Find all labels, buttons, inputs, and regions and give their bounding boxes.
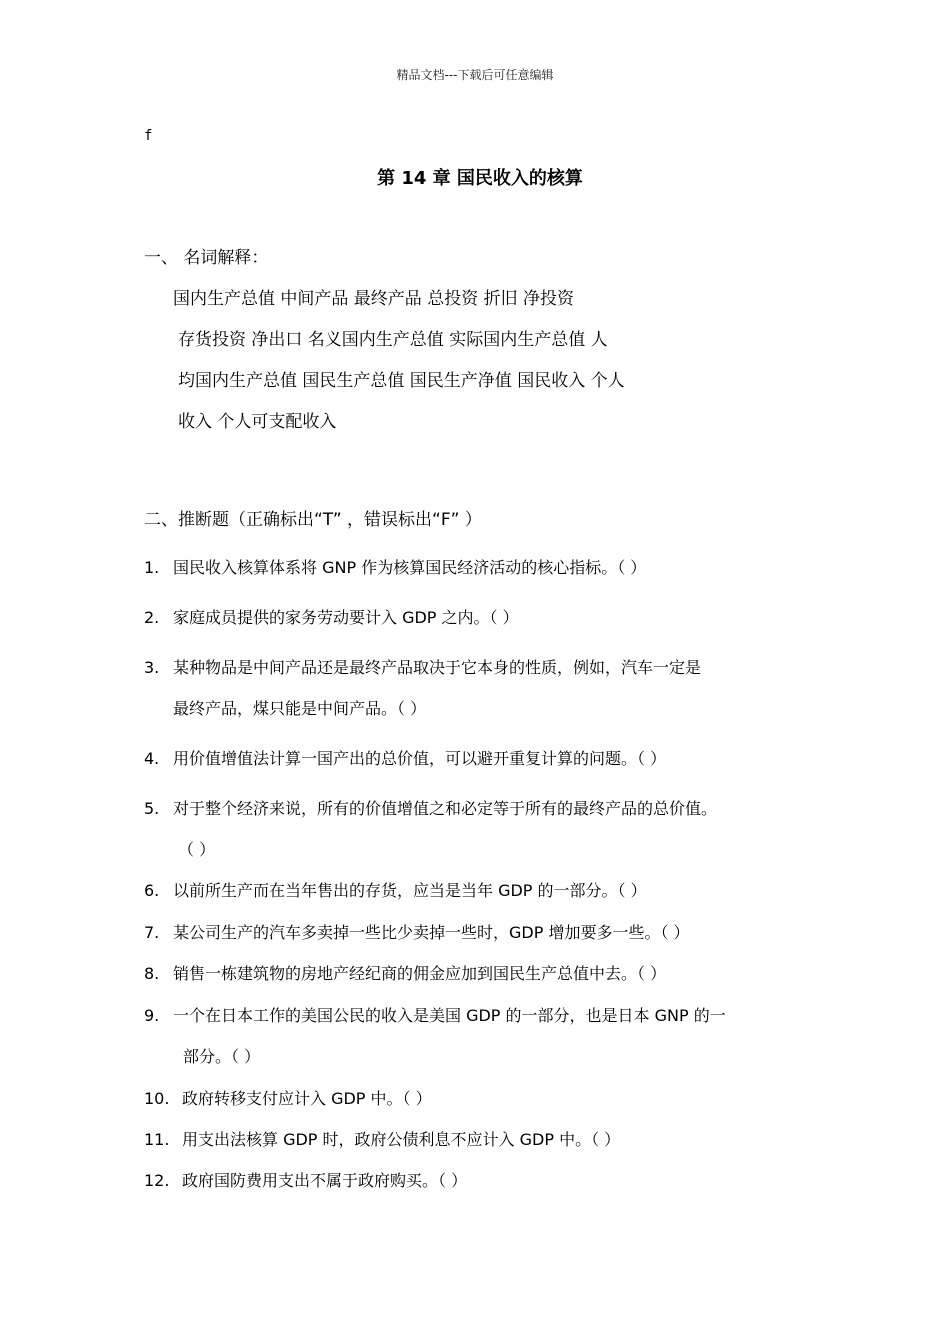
question-number: 4. xyxy=(144,749,160,768)
question-item xyxy=(144,796,717,819)
terms-line: 存货投资 净出口 名义国内生产总值 实际国内生产总值 人 xyxy=(178,330,608,350)
question-number: 6. xyxy=(144,881,160,900)
question-number: 5. xyxy=(144,799,160,818)
page-header: 精品文档---下载后可任意编辑 xyxy=(396,68,554,82)
question-text: 一个在日本工作的美国公民的收入是美国 GDP 的一部分，也是日本 GNP 的一 xyxy=(173,1006,726,1025)
question-number: 11. xyxy=(144,1130,170,1149)
question-item xyxy=(144,746,666,769)
chapter-title: 第 14 章 国民收入的核算 xyxy=(377,168,583,189)
question-number: 2. xyxy=(144,608,160,627)
terms-line: 国内生产总值 中间产品 最终产品 总投资 折旧 净投资 xyxy=(173,289,575,309)
question-item xyxy=(144,555,646,578)
question-item xyxy=(144,920,690,943)
question-number: 10. xyxy=(144,1089,170,1108)
question-continuation: （ ） xyxy=(178,840,216,859)
terms-line: 收入 个人可支配收入 xyxy=(178,412,337,432)
section1-heading: 一、 名词解释： xyxy=(144,248,269,268)
question-continuation: 最终产品，煤只能是中间产品。（ ） xyxy=(173,699,427,718)
question-item xyxy=(144,655,701,678)
question-text: 政府转移支付应计入 GDP 中。（ ） xyxy=(182,1089,432,1108)
question-number: 1. xyxy=(144,558,160,577)
stray-character: f xyxy=(144,128,153,144)
question-item xyxy=(144,878,647,901)
question-text: 以前所生产而在当年售出的存货，应当是当年 GDP 的一部分。（ ） xyxy=(173,881,647,900)
question-item xyxy=(144,961,666,984)
question-item xyxy=(144,1086,432,1109)
question-text: 某公司生产的汽车多卖掉一些比少卖掉一些时，GDP 增加要多一些。（ ） xyxy=(173,923,690,942)
question-item xyxy=(144,605,519,628)
question-item xyxy=(144,1127,620,1150)
question-number: 8. xyxy=(144,964,160,983)
question-text: 国民收入核算体系将 GNP 作为核算国民经济活动的核心指标。（ ） xyxy=(173,558,647,577)
question-text: 政府国防费用支出不属于政府购买。（ ） xyxy=(182,1171,468,1190)
question-text: 家庭成员提供的家务劳动要计入 GDP 之内。（ ） xyxy=(173,608,519,627)
terms-line: 均国内生产总值 国民生产总值 国民生产净值 国民收入 个人 xyxy=(178,371,625,391)
section2-heading: 二、推断题（正确标出“T” ，错误标出“F” ） xyxy=(144,510,482,530)
question-text: 某种物品是中间产品还是最终产品取决于它本身的性质，例如，汽车一定是 xyxy=(173,658,702,677)
question-text: 用支出法核算 GDP 时，政府公债利息不应计入 GDP 中。（ ） xyxy=(182,1130,621,1149)
question-number: 7. xyxy=(144,923,160,942)
question-number: 9. xyxy=(144,1006,160,1025)
question-item xyxy=(144,1168,467,1191)
question-continuation: 部分。（ ） xyxy=(183,1047,261,1066)
question-item xyxy=(144,1003,726,1026)
question-number: 12. xyxy=(144,1171,170,1190)
question-number: 3. xyxy=(144,658,160,677)
question-text: 用价值增值法计算一国产出的总价值，可以避开重复计算的问题。（ ） xyxy=(173,749,667,768)
question-text: 对于整个经济来说，所有的价值增值之和必定等于所有的最终产品的总价值。 xyxy=(173,799,718,818)
question-text: 销售一栋建筑物的房地产经纪商的佣金应加到国民生产总值中去。（ ） xyxy=(173,964,667,983)
